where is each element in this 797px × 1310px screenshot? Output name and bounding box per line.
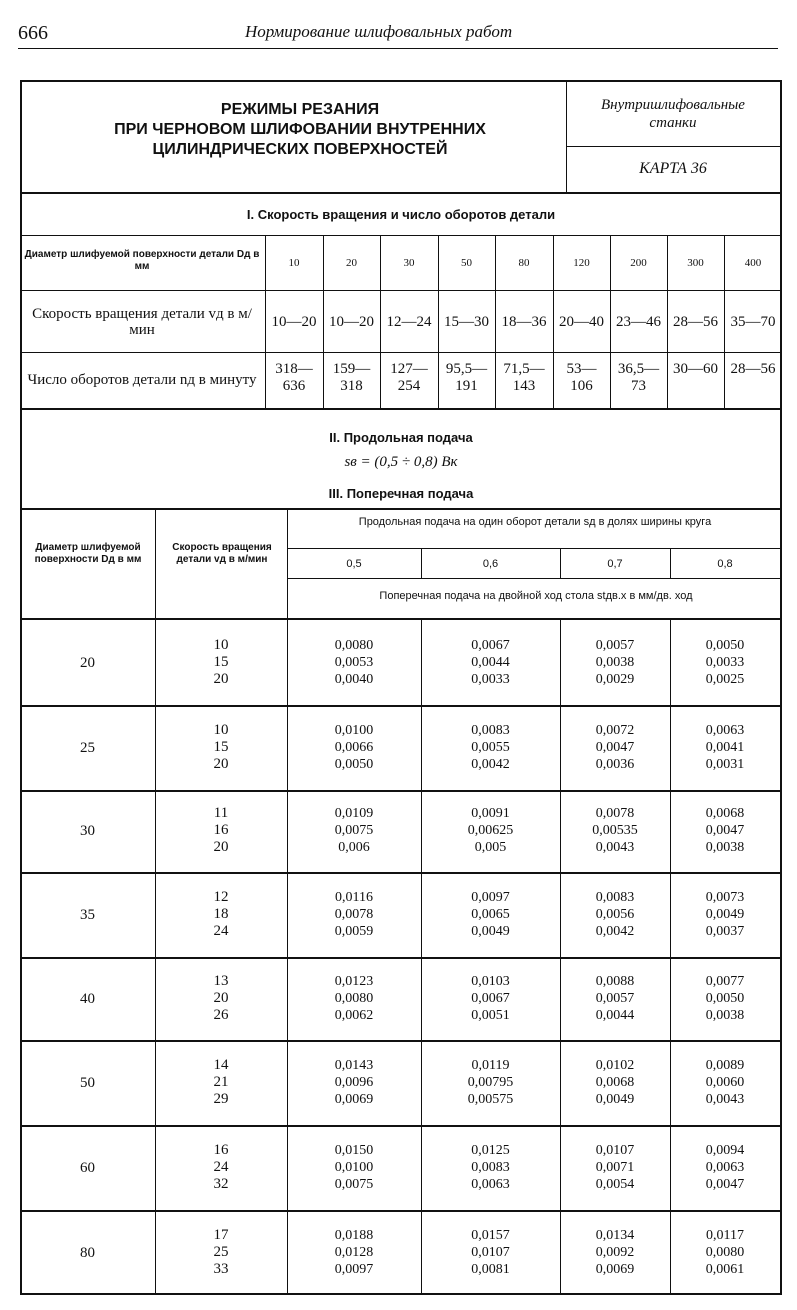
- speed-values: 12 18 24: [213, 888, 229, 939]
- feed-values: 0,0080 0,0053 0,0040: [334, 637, 374, 687]
- page-number: 666: [18, 22, 48, 44]
- speed-value: 12—24: [386, 314, 432, 330]
- section1-row-rule: [20, 352, 782, 353]
- feed-values: 0,0050 0,0033 0,0025: [705, 637, 745, 687]
- feed-values: 0,0103 0,0067 0,0051: [471, 973, 510, 1023]
- speed-values: 14 21 29: [213, 1056, 229, 1107]
- rpm-value-top: 36,5—: [617, 361, 660, 377]
- rpm-value-top: 159—: [332, 361, 371, 377]
- rpm-value-top: 95,5—: [445, 361, 488, 377]
- rpm-value: [323, 361, 380, 395]
- feed-values: 0,0188 0,0128 0,0097: [334, 1227, 374, 1277]
- group-rule: [20, 872, 782, 874]
- title-bottom-rule: [20, 192, 782, 194]
- feed-values: 0,0143 0,0096 0,0069: [334, 1057, 374, 1107]
- diameter-value: 400: [744, 256, 762, 269]
- diameter-value: 30: [403, 256, 415, 269]
- speed-values: 10 15 20: [213, 636, 229, 687]
- feed-values: 0,0094 0,0063 0,0047: [705, 1142, 745, 1192]
- rpm-value: [265, 361, 323, 395]
- diameter-value: 35: [80, 906, 95, 923]
- diameter-value: 10: [288, 256, 300, 269]
- feed-values: 0,0089 0,0060 0,0043: [705, 1057, 745, 1107]
- feed-values: 0,0157 0,0107 0,0081: [471, 1227, 510, 1277]
- feed-values: 0,0150 0,0100 0,0075: [334, 1142, 374, 1192]
- speed-value: 28—56: [673, 314, 718, 330]
- section3-header-bottom-rule: [20, 618, 782, 620]
- feed-values: 0,0078 0,00535 0,0043: [592, 806, 638, 855]
- section1-bottom-rule: [20, 408, 782, 410]
- diameter-value: 40: [80, 990, 95, 1007]
- speed-label: Скорость вращения детали vд в м/мин: [32, 306, 252, 338]
- speed-value: 23—46: [616, 314, 661, 330]
- rpm-value-top: 53—: [566, 361, 597, 377]
- diameter-value: 20: [346, 256, 357, 269]
- machine-line: Внутришлифовальные: [601, 97, 745, 113]
- rpm-value: [553, 361, 610, 395]
- feed-values: 0,0073 0,0049 0,0037: [705, 889, 745, 939]
- diameter-value: 80: [518, 256, 530, 269]
- diameter-value: 50: [80, 1074, 95, 1091]
- title-line: ЦИЛИНДРИЧЕСКИХ ПОВЕРХНОСТЕЙ: [152, 141, 448, 158]
- rpm-value-top: 127—: [390, 361, 428, 377]
- feed-fraction: 0,7: [607, 558, 623, 570]
- rpm-value-bottom: 636: [282, 378, 306, 394]
- group-rule: [20, 790, 782, 792]
- feed-values: 0,0123 0,0080 0,0062: [334, 973, 374, 1023]
- col-cross-feed: Поперечная подача на двойной ход стола stдв.х в мм/дв. ход: [379, 590, 693, 602]
- running-title: Нормирование шлифовальных работ: [245, 22, 513, 41]
- rpm-label: Число оборотов детали nд в минуту: [27, 372, 257, 388]
- rpm-value: [380, 361, 438, 395]
- rpm-value-bottom: 73: [631, 378, 646, 394]
- card-label: КАРТА 36: [639, 160, 707, 177]
- section1-title: I. Скорость вращения и число оборотов детали: [246, 207, 556, 222]
- feed-values: 0,0116 0,0078 0,0059: [334, 889, 374, 939]
- card-title: [40, 100, 560, 160]
- feed-values: 0,0100 0,0066 0,0050: [334, 722, 374, 772]
- rpm-value: [724, 361, 782, 378]
- diameter-value: 30: [80, 823, 95, 839]
- diameter-value: 50: [461, 256, 472, 269]
- title-line: ПРИ ЧЕРНОВОМ ШЛИФОВАНИИ ВНУТРЕННИХ: [114, 121, 486, 138]
- feed-values: 0,0107 0,0071 0,0054: [595, 1142, 635, 1192]
- rpm-value-bottom: 106: [570, 378, 593, 394]
- feed-values: 0,0117 0,0080 0,0061: [705, 1227, 745, 1277]
- feed-values: 0,0077 0,0050 0,0038: [705, 973, 745, 1023]
- rpm-value-bottom: 254: [397, 378, 421, 394]
- feed-values: 0,0072 0,0047 0,0036: [595, 722, 635, 772]
- speed-value: 18—36: [501, 314, 547, 330]
- speed-value: 15—30: [444, 314, 489, 330]
- diameter-value: 60: [80, 1159, 95, 1176]
- diameter-value: 25: [80, 739, 95, 756]
- rpm-value: [438, 361, 495, 395]
- rpm-value-bottom: 318: [340, 378, 363, 394]
- speed-values: 13 20 26: [213, 972, 229, 1023]
- feed-values: 0,0083 0,0056 0,0042: [595, 889, 635, 939]
- group-rule: [20, 1040, 782, 1042]
- group-rule: [20, 1210, 782, 1212]
- feed-fraction: 0,8: [717, 558, 733, 570]
- diameter-value: 80: [80, 1244, 95, 1261]
- feed-values: 0,0088 0,0057 0,0044: [595, 973, 635, 1023]
- rpm-value-bottom: 191: [455, 378, 478, 394]
- speed-values: 10 15 20: [213, 721, 229, 772]
- col-diameter: Диаметр шлифуемой поверхности Dд в мм: [34, 542, 142, 565]
- feed-values: 0,0057 0,0038 0,0029: [595, 637, 635, 687]
- diameter-value: 120: [573, 256, 590, 269]
- speed-value: 10—20: [271, 314, 317, 330]
- rpm-value-top: 71,5—: [503, 361, 545, 377]
- rpm-value-top: 318—: [275, 361, 313, 377]
- speed-value: 20—40: [559, 314, 604, 330]
- section2-title: II. Продольная подача: [329, 430, 473, 445]
- rpm-value-top: 28—56: [730, 361, 776, 377]
- speed-values: 17 25 33: [213, 1226, 229, 1277]
- section1-row-rule: [20, 290, 782, 291]
- feed-values: 0,0067 0,0044 0,0033: [471, 637, 510, 687]
- group-rule: [20, 1125, 782, 1127]
- header-rule: [18, 48, 778, 49]
- group-rule: [20, 705, 782, 707]
- feed-values: 0,0125 0,0083 0,0063: [471, 1142, 510, 1192]
- feed-fraction: 0,6: [482, 558, 499, 570]
- speed-value: 10—20: [329, 314, 374, 330]
- feed-fraction: 0,5: [346, 558, 362, 570]
- rpm-value: [610, 361, 667, 395]
- section3-title: III. Поперечная подача: [328, 486, 474, 501]
- feed-header-rule: [288, 578, 780, 579]
- machine-line: станки: [649, 115, 697, 131]
- diameter-value: 300: [687, 256, 704, 269]
- feed-values: 0,0068 0,0047 0,0038: [705, 806, 745, 855]
- feed-values: 0,0091 0,00625 0,005: [467, 806, 514, 855]
- feed-values: 0,0109 0,0075 0,006: [334, 806, 374, 855]
- group-rule: [20, 957, 782, 959]
- col-longitudinal-feed: Продольная подача на один оборот детали sд в долях ширины круга: [358, 516, 712, 528]
- feed-values: 0,0102 0,0068 0,0049: [595, 1057, 635, 1107]
- section3-top-rule: [20, 508, 782, 510]
- rpm-value-bottom: 143: [512, 378, 536, 394]
- feed-values: 0,0083 0,0055 0,0042: [471, 722, 510, 772]
- title-divider: [566, 80, 567, 192]
- feed-header-rule: [288, 548, 780, 549]
- rpm-value: [667, 361, 724, 378]
- diameter-value: 20: [80, 654, 95, 671]
- col-speed: Скорость вращения детали vд в м/мин: [172, 542, 272, 565]
- diam-header: Диаметр шлифуемой поверхности детали Dд в мм: [24, 249, 260, 272]
- card-label-divider: [566, 146, 780, 147]
- feed-values: 0,0134 0,0092 0,0069: [595, 1227, 635, 1277]
- rpm-value: [495, 361, 553, 395]
- speed-value: 35—70: [730, 314, 776, 330]
- section1-table: [20, 235, 782, 408]
- feed-values: 0,0063 0,0041 0,0031: [705, 722, 745, 772]
- speed-values: 11 16 20: [213, 805, 229, 855]
- machine-type: [568, 96, 778, 132]
- feed-values: 0,0119 0,00795 0,00575: [467, 1057, 514, 1107]
- longitudinal-feed-formula: sв = (0,5 ÷ 0,8) Bк: [344, 454, 458, 470]
- speed-values: 16 24 32: [213, 1141, 229, 1192]
- title-line: РЕЖИМЫ РЕЗАНИЯ: [220, 101, 380, 118]
- feed-values: 0,0097 0,0065 0,0049: [471, 889, 510, 939]
- diameter-value: 200: [630, 256, 647, 269]
- rpm-value-top: 30—60: [673, 361, 718, 377]
